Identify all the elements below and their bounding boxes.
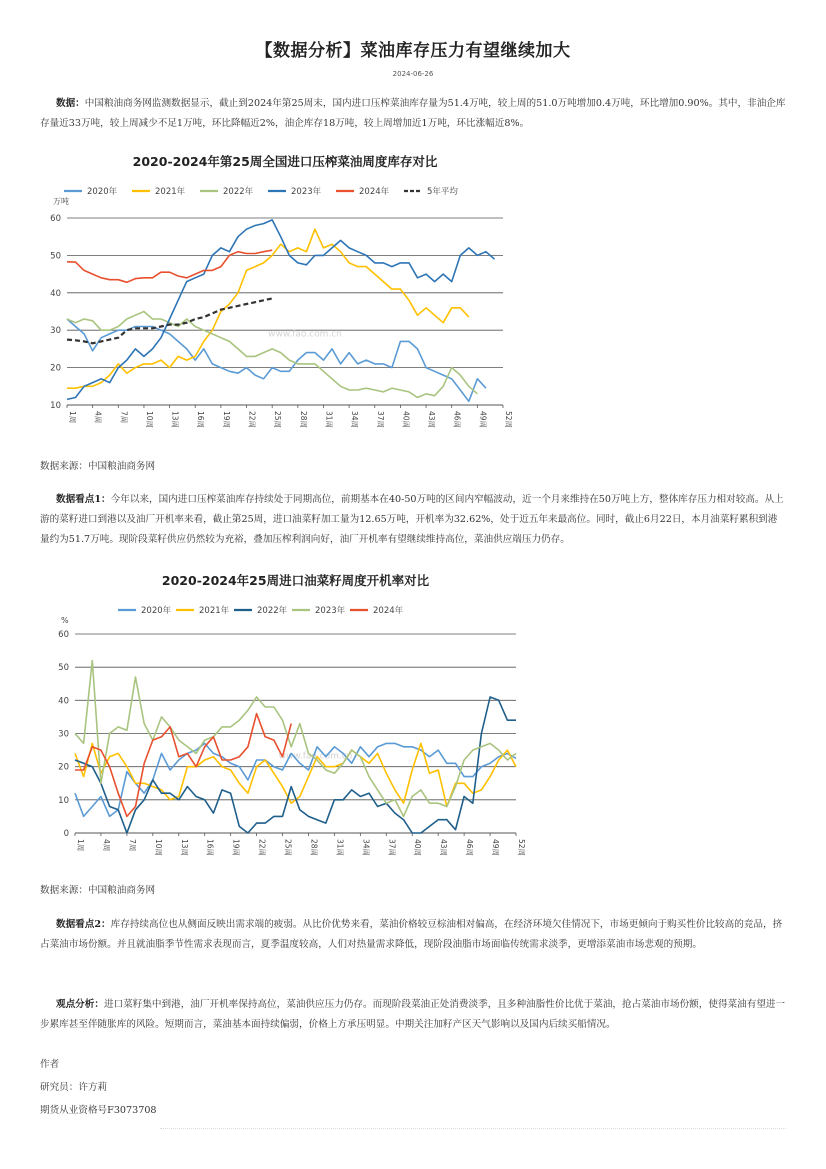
y-tick-label: 40 <box>58 696 69 707</box>
y-tick-label: 20 <box>58 762 69 773</box>
page-title: 【数据分析】菜油库存压力有望继续加大 <box>255 41 571 61</box>
x-tick-label: 4周 <box>93 411 103 424</box>
x-tick-label: 40周 <box>401 411 411 429</box>
y-tick-label: 60 <box>50 214 61 224</box>
x-tick-label: 25周 <box>283 839 293 857</box>
x-tick-label: 31周 <box>324 411 334 429</box>
legend-label: 2020年 <box>141 606 172 616</box>
y-tick-label: 40 <box>50 288 61 299</box>
y-tick-label: 60 <box>58 630 69 640</box>
highlight-2-label: 数据看点2： <box>56 919 111 930</box>
y-tick-label: 10 <box>50 401 61 411</box>
watermark: www.fao.com.cn <box>278 751 353 762</box>
x-tick-label: 25周 <box>273 411 283 429</box>
series-line-2023年 <box>75 661 516 817</box>
x-tick-label: 16周 <box>196 411 206 429</box>
legend-label: 5年平均 <box>427 187 458 197</box>
x-tick-label: 28周 <box>298 411 308 429</box>
y-unit-label: 万吨 <box>53 197 69 206</box>
publish-date: 2024-06-26 <box>392 70 434 78</box>
x-tick-label: 40周 <box>413 839 423 857</box>
footer-divider <box>160 1128 786 1129</box>
series-line-2022年 <box>67 312 477 398</box>
legend-label: 2021年 <box>155 187 186 197</box>
y-tick-label: 50 <box>58 663 69 674</box>
viewpoint-label: 观点分析： <box>56 999 104 1010</box>
legend-label: 2022年 <box>257 606 288 616</box>
x-tick-label: 1周 <box>76 839 85 852</box>
x-tick-label: 46周 <box>452 411 462 429</box>
viewpoint-paragraph <box>40 995 786 1035</box>
data-label: 数据： <box>56 98 85 109</box>
highlight-2-text: 库存持续高位也从侧面反映出需求端的疲弱。从比价优势来看，菜油价格较豆棕油相对偏高，在经济环境欠佳情况下，市场更倾向于购买性价比较高的竞品，挤占菜油市场份额。并且就油脂季节性需求表现而言，夏季温度较高，人们对热量需求降低，现阶段油脂市场面临传统需求淡季，更增添菜油市场悲观的预期。 <box>40 919 783 950</box>
series-line-2023年 <box>67 220 495 400</box>
viewpoint-text: 进口菜籽集中到港，油厂开机率保持高位，菜油供应压力仍存。而现阶段菜油正处消费淡季，且多种油脂性价比优于菜油，抢占菜油市场份额，使得菜油有望进一步累库甚至伴随胀库的风险。短期而言，菜油基本面持续偏弱，价格上方承压明显。中期关注加籽产区天气影响以及国内后续买船情况。 <box>40 999 786 1030</box>
x-tick-label: 43周 <box>439 839 449 857</box>
inventory-chart <box>40 148 513 438</box>
x-tick-label: 31周 <box>335 839 345 857</box>
highlight-1-text: 今年以来，国内进口压榨菜油库存持续处于同期高位，前期基本在40-50万吨的区间内窄幅波动，近一个月来维持在50万吨上方，整体库存压力相对较高。从上游的菜籽进口到港以及油厂开机率来看，截止第25周，进口油菜籽加工量为12.65万吨，开机率为32.62%，处于近五年来最高位。同时，截止6月22日，本月油菜籽累积到港量约为51.7万吨。现阶段菜籽供应仍然较为充裕，叠加压榨利润向好，油厂开机率有望继续维持高位，菜油供应端压力仍存。 <box>40 494 784 545</box>
x-tick-label: 19周 <box>221 411 231 429</box>
x-tick-label: 13周 <box>179 839 189 857</box>
x-tick-label: 4周 <box>101 839 111 852</box>
x-tick-label: 10周 <box>144 411 154 429</box>
legend-label: 2024年 <box>373 606 404 616</box>
x-tick-label: 43周 <box>427 411 437 429</box>
chart-title: 2020-2024年第25周全国进口压榨菜油周度库存对比 <box>132 154 438 169</box>
x-tick-label: 1周 <box>68 411 77 424</box>
x-tick-label: 49周 <box>478 411 488 429</box>
series-line-2022年 <box>75 697 516 833</box>
y-tick-label: 50 <box>50 251 61 262</box>
x-tick-label: 7周 <box>127 839 137 852</box>
x-tick-label: 16周 <box>205 839 215 857</box>
x-tick-label: 52周 <box>517 839 526 857</box>
x-tick-label: 49周 <box>491 839 501 857</box>
data-text: 中国粮油商务网监测数据显示，截止到2024年第25周末，国内进口压榨菜油库存量为51.4万吨，较上周的51.0万吨增加0.4万吨，环比增加0.90%。其中，非油企库存量近33万吨，较上周减少不足1万吨，环比降幅近2%，油企库存18万吨，较上周增加近1万吨，环比涨幅近8%。 <box>40 98 786 129</box>
legend-label: 2021年 <box>199 606 230 616</box>
source-note-1: 数据来源：中国粮油商务网 <box>40 461 156 472</box>
x-tick-label: 37周 <box>375 411 385 429</box>
x-tick-label: 13周 <box>170 411 180 429</box>
legend-label: 2023年 <box>315 606 346 616</box>
x-tick-label: 28周 <box>309 839 319 857</box>
x-tick-label: 10周 <box>153 839 163 857</box>
highlight-1-paragraph <box>40 490 786 550</box>
y-tick-label: 0 <box>63 829 69 839</box>
y-tick-label: 30 <box>58 729 69 740</box>
x-tick-label: 22周 <box>247 411 257 429</box>
author-researcher: 研究员：许方莉 <box>40 1082 108 1093</box>
legend-label: 2020年 <box>87 187 118 197</box>
y-tick-label: 30 <box>50 326 61 337</box>
x-tick-label: 34周 <box>350 411 360 429</box>
x-tick-label: 52周 <box>504 411 513 429</box>
chart-title: 2020-2024年25周进口油菜籽周度开机率对比 <box>161 573 430 588</box>
source-note-2: 数据来源：中国粮油商务网 <box>40 885 156 896</box>
x-tick-label: 34周 <box>361 839 371 857</box>
crush-rate-chart <box>40 570 526 870</box>
x-tick-label: 22周 <box>257 839 267 857</box>
highlight-1-label: 数据看点1： <box>56 494 111 505</box>
data-paragraph <box>40 94 786 134</box>
x-tick-label: 7周 <box>119 411 129 424</box>
legend-label: 2023年 <box>291 187 322 197</box>
author-heading: 作者 <box>40 1059 60 1070</box>
x-tick-label: 19周 <box>231 839 241 857</box>
x-tick-label: 37周 <box>387 839 397 857</box>
y-tick-label: 10 <box>58 795 69 806</box>
author-license: 期货从业资格号F3073708 <box>40 1105 157 1116</box>
legend-label: 2022年 <box>223 187 254 197</box>
y-unit-label: % <box>61 616 69 625</box>
x-tick-label: 46周 <box>465 839 475 857</box>
series-line-2021年 <box>67 229 469 388</box>
legend-label: 2024年 <box>359 187 390 197</box>
y-tick-label: 20 <box>50 363 61 374</box>
highlight-2-paragraph <box>40 915 786 955</box>
watermark: www.fao.com.cn <box>268 329 342 340</box>
